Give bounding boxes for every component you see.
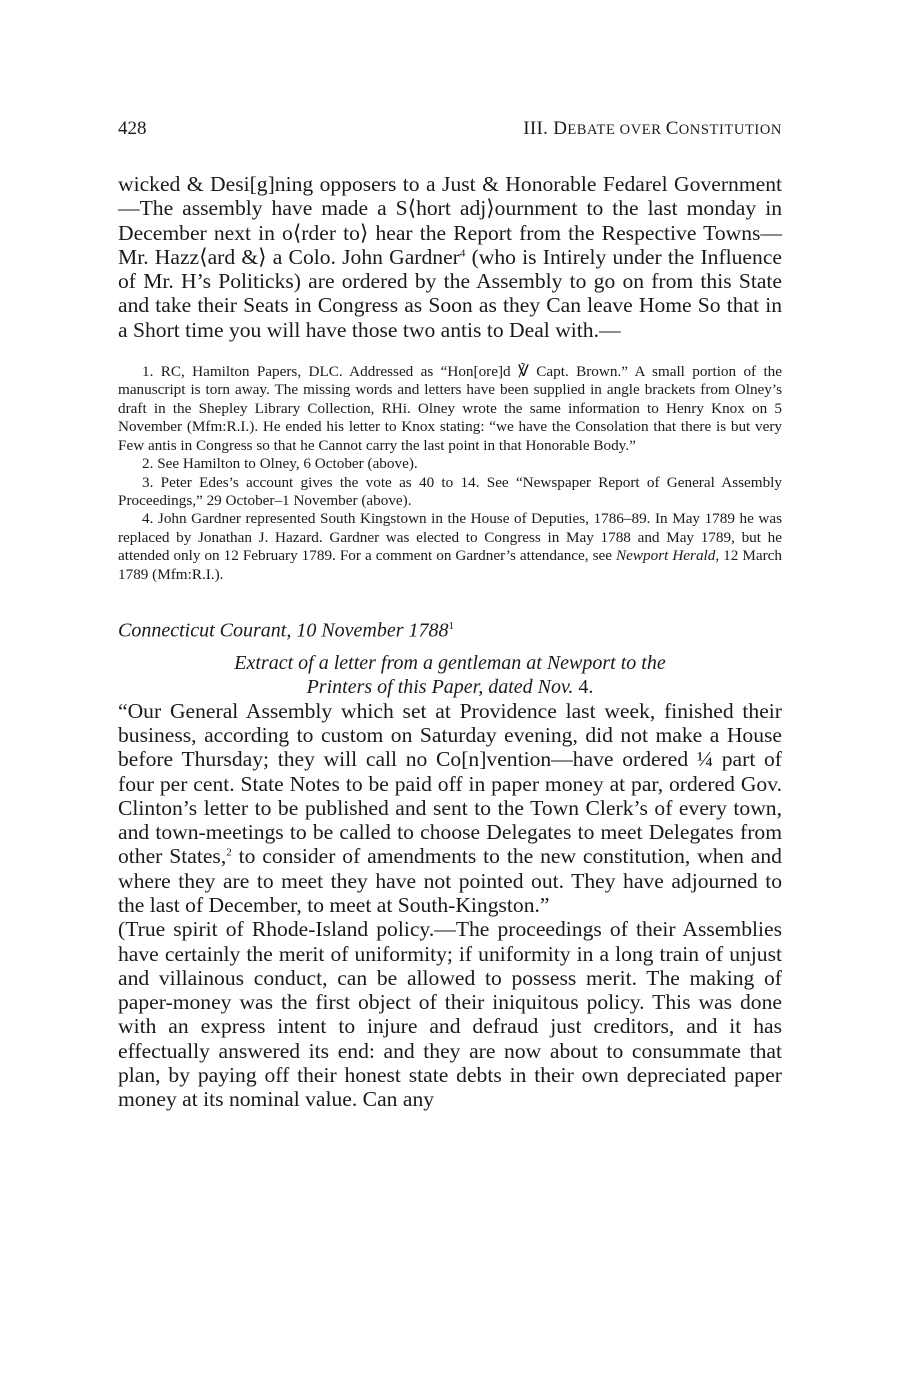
page-number: 428 xyxy=(118,118,147,139)
running-head xyxy=(118,118,782,148)
section-title: III. DEBATE OVER CONSTITUTION xyxy=(523,118,782,139)
section-note-ref: 1 xyxy=(448,619,455,632)
letter-continuation: wicked & Desi[g]ning opposers to a Just & Honorable Fedarel Government—The assembly have made a S⟨hort adj⟩ournment to the last monday in December next in o⟨rder to⟩ hear the Report from the Respective Towns—Mr. Hazz⟨ard &⟩ a Colo. John Gardner$^4$ (who is Intirely under the Influence of Mr. H’s Politicks) are ordered by the Assembly to go on from this State and take their Seats in Congress as Soon as they Can leave Home So that in a Short time you will have those two antis to Deal with.— xyxy=(118,172,782,342)
footnote-4: 4. John Gardner represented South Kingstown in the House of Deputies, 1786–89. In May 1789 he was replaced by Jonathan J. Hazard. Gardner was elected to Congress in May 1788 and May 1789, but he attended only on 12 February 1789. For a comment on Gardner’s attendance, see Newport Herald, 12 March 1789 (Mfm:R.I.). xyxy=(118,510,782,583)
footnote-ref-4: 4 xyxy=(459,247,466,260)
paragraph-2: (True spirit of Rhode-Island policy.—The proceedings of their Assemblies have certainly the merit of uniformity; if uniformity in a long train of unjust and villainous conduct, can be allowed to possess merit. The making of paper-money was the first object of their iniquitous policy. This was done with an express intent to injure and defraud just creditors, and it has effectually answered its end: and they are now about to consummate that plan, by paying off their honest state debts in their own depreciated paper money at its nominal value. Can any xyxy=(118,917,782,1112)
footnotes xyxy=(118,362,782,584)
document-page xyxy=(118,118,782,1112)
extract-heading: Extract of a letter from a gentleman at Newport to the Printers of this Paper, dated Nov. 4. xyxy=(234,651,666,698)
section-heading: Connecticut Courant, 10 November 1788$^1$ xyxy=(118,619,455,642)
footnote-1: 1. RC, Hamilton Papers, DLC. Addressed as “Hon[ore]d ℣ Capt. Brown.” A small portion of the manuscript is torn away. The missing words and letters have been supplied in angle brackets from Olney’s draft in the Shepley Library Collection, RHi. Olney wrote the same information to Henry Knox on 5 November (Mfm:R.I.). He ended his letter to Knox stating: “we have the Consolation that there is but very Few antis in Congress so that he Cannot carry the last point in that Honorable Body.” xyxy=(118,361,782,454)
paragraph-1: “Our General Assembly which set at Providence last week, finished their business, according to custom on Saturday evening, did not make a House before Thursday; they will call no Co[n]vention—have ordered ¼ part of four per cent. State Notes to be paid off in paper money at par, ordered Gov. Clinton’s letter to be published and sent to the Town Clerk’s of every town, and town-meetings to be called to choose Delegates to meet Delegates from other States,$^2$ to consider of amendments to the new constitution, when and where they are to meet they have not pointed out. They have adjourned to the last of December, to meet at South-Kingston.” xyxy=(118,698,782,917)
footnote-ref-2: 2 xyxy=(226,846,232,859)
footnote-2: 2. See Hamilton to Olney, 6 October (above). xyxy=(142,455,418,473)
footnote-3: 3. Peter Edes’s account gives the vote as 40 to 14. See “Newspaper Report of General Assembly Proceedings,” 29 October–1 November (above). xyxy=(118,473,782,509)
per-symbol: ℣ xyxy=(517,361,529,381)
